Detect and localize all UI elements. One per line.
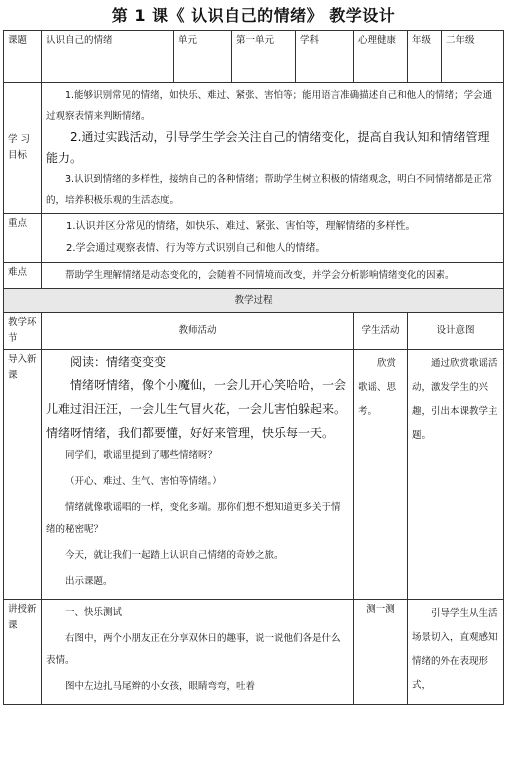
- goal-item-2: 2.通过实践活动，引导学生学会关注自己的情绪变化，提高自我认知和情绪管理能力。: [46, 130, 490, 165]
- intro-student: 欣赏歌谣、思考。: [354, 350, 408, 600]
- intro-journey: 今天，就让我们一起踏上认识自己情绪的奇妙之旅。: [65, 550, 284, 561]
- grade-label: 年级: [408, 31, 442, 83]
- topic-value: 认识自己的情绪: [42, 31, 174, 83]
- intro-stage: 导入新课: [4, 350, 42, 600]
- difficulty-row: [4, 263, 504, 289]
- subject-value: 心理健康: [354, 31, 408, 83]
- key-point-1: 1.认识并区分常见的情绪，如快乐、难过、紧张、害怕等，理解情绪的多样性。: [66, 221, 416, 232]
- new-lesson-intent: 引导学生从生活场景切入，直观感知情绪的外在表现形式，: [408, 600, 504, 705]
- unit-value: 第一单元: [232, 31, 296, 83]
- header-row: [4, 31, 504, 83]
- process-title: 教学过程: [4, 289, 504, 313]
- topic-label: 课题: [4, 31, 42, 83]
- new-lesson-teacher: [42, 600, 354, 705]
- intro-question: 同学们，歌谣里提到了哪些情绪呀？: [65, 450, 218, 461]
- intro-reading-title: 阅读：情绪变变变: [70, 355, 167, 369]
- difficulty-label: 难点: [4, 263, 42, 289]
- col-intent-header: 设计意图: [408, 313, 504, 350]
- unit-label: 单元: [174, 31, 232, 83]
- intro-poem: 情绪呀情绪，像个小魔仙，一会儿开心笑哈哈，一会儿难过泪汪汪，一会儿生气冒火花，一会儿害怕躲起来。情绪呀情绪，我们都要懂，好好来管理，快乐每一天。: [46, 378, 347, 440]
- process-title-row: [4, 289, 504, 313]
- col-student-header: 学生活动: [354, 313, 408, 350]
- difficulty-text: 帮助学生理解情绪是动态变化的，会随着不同情境而改变，并学会分析影响情绪变化的因素。: [65, 270, 455, 281]
- subject-label: 学科: [296, 31, 354, 83]
- key-points-label: 重点: [4, 214, 42, 263]
- col-teacher-header: 教师活动: [42, 313, 354, 350]
- intro-row: [4, 350, 504, 600]
- lesson-plan-table: [3, 30, 504, 705]
- difficulty-content: [42, 263, 504, 289]
- intro-answer: （开心、难过、生气、害怕等情绪。）: [65, 476, 222, 487]
- new-lesson-text1: 右图中，两个小朋友正在分享双休日的趣事，说一说他们各是什么表情。: [46, 633, 341, 666]
- goals-label-line2: 目标: [8, 150, 28, 161]
- intro-show-topic: 出示课题。: [65, 576, 113, 587]
- page-title: 第 1 课《 认识自己的情绪》 教学设计: [111, 6, 396, 25]
- key-points-content: [42, 214, 504, 263]
- process-header-row: [4, 313, 504, 350]
- intro-teacher: [42, 350, 354, 600]
- key-point-2: 2.学会通过观察表情、行为等方式识别自己和他人的情绪。: [66, 243, 326, 254]
- goal-item-3: 3.认识到情绪的多样性，接纳自己的各种情绪；帮助学生树立积极的情绪观念，明白不同情绪都是正常的，培养积极乐观的生活态度。: [46, 174, 493, 206]
- grade-value: 二年级: [442, 31, 504, 83]
- new-lesson-student: 测一测: [354, 600, 408, 705]
- new-lesson-stage: 讲授新课: [4, 600, 42, 705]
- goals-row: [4, 83, 504, 214]
- goals-label-line1: 学 习: [8, 134, 31, 145]
- goal-item-1: 1.能够识别常见的情绪，如快乐、难过、紧张、害怕等；能用语言准确描述自己和他人的情绪；学会通过观察表情来判断情绪。: [46, 90, 493, 122]
- goals-content: [42, 83, 504, 214]
- new-lesson-row: [4, 600, 504, 705]
- key-points-row: [4, 214, 504, 263]
- new-lesson-text2: 图中左边扎马尾辫的小女孩，眼睛弯弯，吐着: [65, 681, 256, 692]
- intro-intent: 通过欣赏歌谣活动，激发学生的兴趣，引出本课教学主题。: [408, 350, 504, 600]
- goals-label: [4, 83, 42, 214]
- new-lesson-section: 一、快乐测试: [65, 607, 123, 618]
- col-stage-header: 教学环节: [4, 313, 42, 350]
- intro-transition: 情绪就像歌谣唱的一样，变化多端。那你们想不想知道更多关于情绪的秘密呢？: [46, 502, 341, 535]
